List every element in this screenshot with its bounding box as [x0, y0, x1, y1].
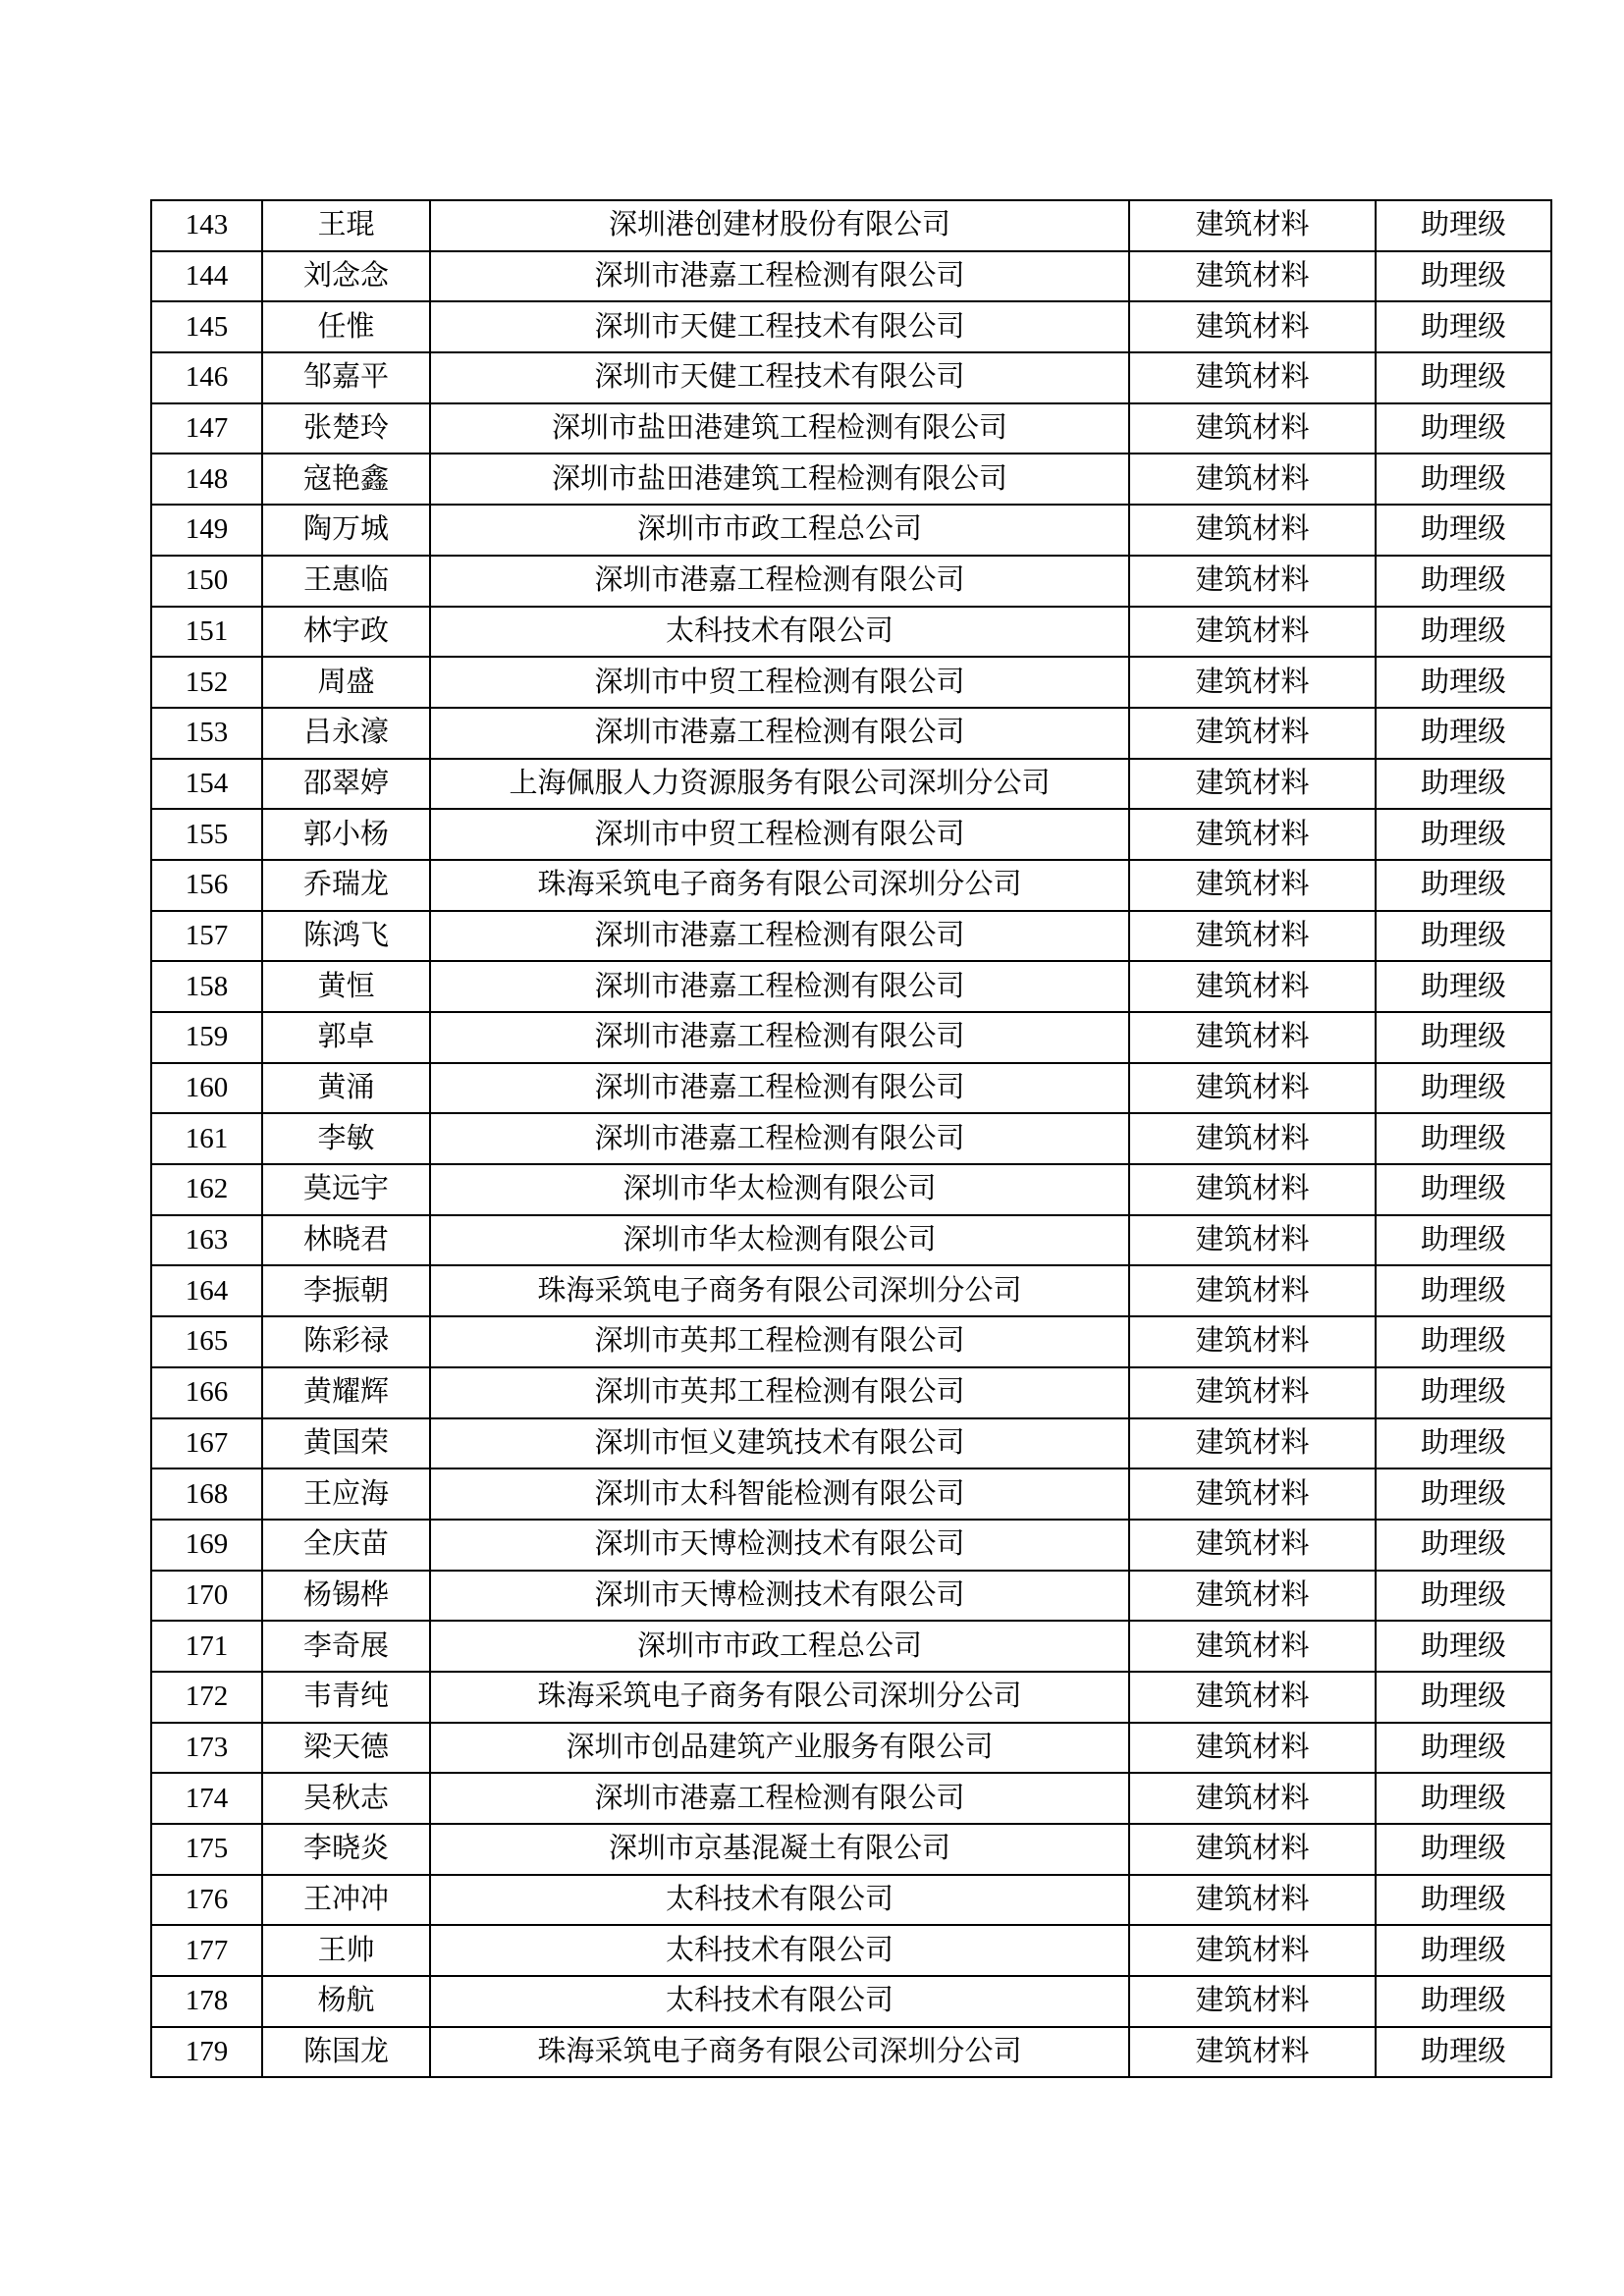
company-name-cell: 深圳市天博检测技术有限公司: [430, 1571, 1129, 1622]
qualification-level-cell: 助理级: [1376, 607, 1551, 658]
row-number-cell: 143: [151, 200, 262, 251]
table-row: [151, 352, 1551, 403]
company-name-cell: 太科技术有限公司: [430, 607, 1129, 658]
person-name-cell: 莫远宇: [262, 1164, 430, 1215]
table-row: [151, 505, 1551, 556]
company-name-cell: 太科技术有限公司: [430, 1976, 1129, 2027]
company-name-cell: 深圳市港嘉工程检测有限公司: [430, 961, 1129, 1012]
table-row: [151, 556, 1551, 607]
person-name-cell: 李奇展: [262, 1621, 430, 1672]
person-name-cell: 乔瑞龙: [262, 860, 430, 911]
table-row: [151, 911, 1551, 962]
specialty-field-cell: 建筑材料: [1129, 1063, 1376, 1114]
company-name-cell: 深圳市天健工程技术有限公司: [430, 301, 1129, 352]
qualification-level-cell: 助理级: [1376, 1316, 1551, 1367]
row-number-cell: 178: [151, 1976, 262, 2027]
qualification-level-cell: 助理级: [1376, 1723, 1551, 1774]
company-name-cell: 深圳市太科智能检测有限公司: [430, 1468, 1129, 1520]
specialty-field-cell: 建筑材料: [1129, 556, 1376, 607]
row-number-cell: 149: [151, 505, 262, 556]
row-number-cell: 154: [151, 759, 262, 810]
personnel-table: [150, 199, 1552, 2078]
company-name-cell: 深圳市天健工程技术有限公司: [430, 352, 1129, 403]
qualification-level-cell: 助理级: [1376, 759, 1551, 810]
specialty-field-cell: 建筑材料: [1129, 200, 1376, 251]
row-number-cell: 171: [151, 1621, 262, 1672]
row-number-cell: 147: [151, 403, 262, 454]
specialty-field-cell: 建筑材料: [1129, 1875, 1376, 1926]
person-name-cell: 李晓炎: [262, 1824, 430, 1875]
table-row: [151, 1621, 1551, 1672]
table-row: [151, 1265, 1551, 1316]
table-row: [151, 251, 1551, 302]
person-name-cell: 邹嘉平: [262, 352, 430, 403]
person-name-cell: 李振朝: [262, 1265, 430, 1316]
person-name-cell: 吴秋志: [262, 1773, 430, 1824]
person-name-cell: 王冲冲: [262, 1875, 430, 1926]
row-number-cell: 173: [151, 1723, 262, 1774]
qualification-level-cell: 助理级: [1376, 1265, 1551, 1316]
table-row: [151, 1875, 1551, 1926]
company-name-cell: 珠海采筑电子商务有限公司深圳分公司: [430, 2027, 1129, 2078]
specialty-field-cell: 建筑材料: [1129, 1621, 1376, 1672]
specialty-field-cell: 建筑材料: [1129, 1215, 1376, 1266]
qualification-level-cell: 助理级: [1376, 1113, 1551, 1164]
row-number-cell: 160: [151, 1063, 262, 1114]
specialty-field-cell: 建筑材料: [1129, 1925, 1376, 1976]
table-row: [151, 657, 1551, 708]
person-name-cell: 陶万城: [262, 505, 430, 556]
row-number-cell: 159: [151, 1012, 262, 1063]
person-name-cell: 王应海: [262, 1468, 430, 1520]
company-name-cell: 深圳市港嘉工程检测有限公司: [430, 911, 1129, 962]
company-name-cell: 深圳市港嘉工程检测有限公司: [430, 556, 1129, 607]
row-number-cell: 177: [151, 1925, 262, 1976]
specialty-field-cell: 建筑材料: [1129, 1367, 1376, 1418]
table-row: [151, 301, 1551, 352]
table-row: [151, 1672, 1551, 1723]
company-name-cell: 深圳市市政工程总公司: [430, 1621, 1129, 1672]
row-number-cell: 145: [151, 301, 262, 352]
qualification-level-cell: 助理级: [1376, 1164, 1551, 1215]
row-number-cell: 150: [151, 556, 262, 607]
company-name-cell: 深圳市华太检测有限公司: [430, 1215, 1129, 1266]
row-number-cell: 146: [151, 352, 262, 403]
person-name-cell: 林宇政: [262, 607, 430, 658]
qualification-level-cell: 助理级: [1376, 1063, 1551, 1114]
row-number-cell: 170: [151, 1571, 262, 1622]
person-name-cell: 周盛: [262, 657, 430, 708]
row-number-cell: 164: [151, 1265, 262, 1316]
qualification-level-cell: 助理级: [1376, 1875, 1551, 1926]
qualification-level-cell: 助理级: [1376, 505, 1551, 556]
company-name-cell: 深圳市盐田港建筑工程检测有限公司: [430, 454, 1129, 505]
company-name-cell: 深圳市京基混凝土有限公司: [430, 1824, 1129, 1875]
table-row: [151, 1367, 1551, 1418]
company-name-cell: 上海佩服人力资源服务有限公司深圳分公司: [430, 759, 1129, 810]
qualification-level-cell: 助理级: [1376, 251, 1551, 302]
specialty-field-cell: 建筑材料: [1129, 759, 1376, 810]
company-name-cell: 深圳市天博检测技术有限公司: [430, 1520, 1129, 1571]
qualification-level-cell: 助理级: [1376, 403, 1551, 454]
qualification-level-cell: 助理级: [1376, 1520, 1551, 1571]
table-row: [151, 961, 1551, 1012]
row-number-cell: 167: [151, 1418, 262, 1469]
person-name-cell: 黄耀辉: [262, 1367, 430, 1418]
qualification-level-cell: 助理级: [1376, 1418, 1551, 1469]
row-number-cell: 144: [151, 251, 262, 302]
specialty-field-cell: 建筑材料: [1129, 1571, 1376, 1622]
table-row: [151, 2027, 1551, 2078]
person-name-cell: 郭卓: [262, 1012, 430, 1063]
qualification-level-cell: 助理级: [1376, 1925, 1551, 1976]
company-name-cell: 深圳市港嘉工程检测有限公司: [430, 1773, 1129, 1824]
company-name-cell: 深圳市恒义建筑技术有限公司: [430, 1418, 1129, 1469]
qualification-level-cell: 助理级: [1376, 1773, 1551, 1824]
specialty-field-cell: 建筑材料: [1129, 1672, 1376, 1723]
table-row: [151, 454, 1551, 505]
row-number-cell: 162: [151, 1164, 262, 1215]
table-row: [151, 860, 1551, 911]
row-number-cell: 165: [151, 1316, 262, 1367]
qualification-level-cell: 助理级: [1376, 301, 1551, 352]
person-name-cell: 王帅: [262, 1925, 430, 1976]
specialty-field-cell: 建筑材料: [1129, 1723, 1376, 1774]
person-name-cell: 黄国荣: [262, 1418, 430, 1469]
company-name-cell: 深圳市港嘉工程检测有限公司: [430, 251, 1129, 302]
table-row: [151, 1113, 1551, 1164]
specialty-field-cell: 建筑材料: [1129, 1468, 1376, 1520]
row-number-cell: 166: [151, 1367, 262, 1418]
company-name-cell: 深圳市中贸工程检测有限公司: [430, 657, 1129, 708]
qualification-level-cell: 助理级: [1376, 860, 1551, 911]
table-row: [151, 607, 1551, 658]
row-number-cell: 172: [151, 1672, 262, 1723]
person-name-cell: 梁天德: [262, 1723, 430, 1774]
company-name-cell: 深圳市港嘉工程检测有限公司: [430, 1113, 1129, 1164]
person-name-cell: 陈彩禄: [262, 1316, 430, 1367]
company-name-cell: 太科技术有限公司: [430, 1875, 1129, 1926]
person-name-cell: 黄涌: [262, 1063, 430, 1114]
person-name-cell: 林晓君: [262, 1215, 430, 1266]
specialty-field-cell: 建筑材料: [1129, 1418, 1376, 1469]
qualification-level-cell: 助理级: [1376, 1215, 1551, 1266]
specialty-field-cell: 建筑材料: [1129, 1773, 1376, 1824]
table-row: [151, 1418, 1551, 1469]
table-row: [151, 759, 1551, 810]
company-name-cell: 深圳市港嘉工程检测有限公司: [430, 708, 1129, 759]
specialty-field-cell: 建筑材料: [1129, 607, 1376, 658]
qualification-level-cell: 助理级: [1376, 911, 1551, 962]
table-body: [151, 200, 1551, 2077]
table-row: [151, 1571, 1551, 1622]
row-number-cell: 153: [151, 708, 262, 759]
qualification-level-cell: 助理级: [1376, 1571, 1551, 1622]
person-name-cell: 李敏: [262, 1113, 430, 1164]
qualification-level-cell: 助理级: [1376, 352, 1551, 403]
row-number-cell: 157: [151, 911, 262, 962]
qualification-level-cell: 助理级: [1376, 1012, 1551, 1063]
company-name-cell: 深圳市港嘉工程检测有限公司: [430, 1063, 1129, 1114]
specialty-field-cell: 建筑材料: [1129, 809, 1376, 860]
qualification-level-cell: 助理级: [1376, 200, 1551, 251]
specialty-field-cell: 建筑材料: [1129, 301, 1376, 352]
person-name-cell: 郭小杨: [262, 809, 430, 860]
qualification-level-cell: 助理级: [1376, 1367, 1551, 1418]
specialty-field-cell: 建筑材料: [1129, 1824, 1376, 1875]
table-row: [151, 1824, 1551, 1875]
specialty-field-cell: 建筑材料: [1129, 708, 1376, 759]
person-name-cell: 王琨: [262, 200, 430, 251]
company-name-cell: 深圳市英邦工程检测有限公司: [430, 1367, 1129, 1418]
person-name-cell: 全庆苗: [262, 1520, 430, 1571]
table-row: [151, 809, 1551, 860]
person-name-cell: 韦青纯: [262, 1672, 430, 1723]
specialty-field-cell: 建筑材料: [1129, 1012, 1376, 1063]
table-row: [151, 1164, 1551, 1215]
qualification-level-cell: 助理级: [1376, 1824, 1551, 1875]
table-row: [151, 1468, 1551, 1520]
company-name-cell: 珠海采筑电子商务有限公司深圳分公司: [430, 860, 1129, 911]
company-name-cell: 深圳市英邦工程检测有限公司: [430, 1316, 1129, 1367]
person-name-cell: 黄恒: [262, 961, 430, 1012]
person-name-cell: 寇艳鑫: [262, 454, 430, 505]
row-number-cell: 179: [151, 2027, 262, 2078]
company-name-cell: 深圳市创品建筑产业服务有限公司: [430, 1723, 1129, 1774]
table-row: [151, 1723, 1551, 1774]
specialty-field-cell: 建筑材料: [1129, 657, 1376, 708]
specialty-field-cell: 建筑材料: [1129, 251, 1376, 302]
row-number-cell: 163: [151, 1215, 262, 1266]
specialty-field-cell: 建筑材料: [1129, 352, 1376, 403]
company-name-cell: 深圳市华太检测有限公司: [430, 1164, 1129, 1215]
row-number-cell: 158: [151, 961, 262, 1012]
table-row: [151, 1063, 1551, 1114]
table-row: [151, 1925, 1551, 1976]
table-row: [151, 403, 1551, 454]
specialty-field-cell: 建筑材料: [1129, 1265, 1376, 1316]
qualification-level-cell: 助理级: [1376, 2027, 1551, 2078]
qualification-level-cell: 助理级: [1376, 454, 1551, 505]
row-number-cell: 174: [151, 1773, 262, 1824]
qualification-level-cell: 助理级: [1376, 657, 1551, 708]
table-row: [151, 1012, 1551, 1063]
table-row: [151, 200, 1551, 251]
specialty-field-cell: 建筑材料: [1129, 961, 1376, 1012]
row-number-cell: 148: [151, 454, 262, 505]
specialty-field-cell: 建筑材料: [1129, 860, 1376, 911]
specialty-field-cell: 建筑材料: [1129, 1976, 1376, 2027]
company-name-cell: 深圳市中贸工程检测有限公司: [430, 809, 1129, 860]
person-name-cell: 杨航: [262, 1976, 430, 2027]
qualification-level-cell: 助理级: [1376, 809, 1551, 860]
specialty-field-cell: 建筑材料: [1129, 1520, 1376, 1571]
person-name-cell: 邵翠婷: [262, 759, 430, 810]
qualification-level-cell: 助理级: [1376, 708, 1551, 759]
company-name-cell: 深圳市盐田港建筑工程检测有限公司: [430, 403, 1129, 454]
table-row: [151, 1773, 1551, 1824]
row-number-cell: 161: [151, 1113, 262, 1164]
company-name-cell: 珠海采筑电子商务有限公司深圳分公司: [430, 1672, 1129, 1723]
company-name-cell: 太科技术有限公司: [430, 1925, 1129, 1976]
row-number-cell: 155: [151, 809, 262, 860]
row-number-cell: 175: [151, 1824, 262, 1875]
row-number-cell: 151: [151, 607, 262, 658]
person-name-cell: 刘念念: [262, 251, 430, 302]
qualification-level-cell: 助理级: [1376, 1621, 1551, 1672]
company-name-cell: 深圳港创建材股份有限公司: [430, 200, 1129, 251]
table-row: [151, 1316, 1551, 1367]
table-row: [151, 1976, 1551, 2027]
specialty-field-cell: 建筑材料: [1129, 454, 1376, 505]
company-name-cell: 珠海采筑电子商务有限公司深圳分公司: [430, 1265, 1129, 1316]
qualification-level-cell: 助理级: [1376, 556, 1551, 607]
qualification-level-cell: 助理级: [1376, 1672, 1551, 1723]
specialty-field-cell: 建筑材料: [1129, 403, 1376, 454]
specialty-field-cell: 建筑材料: [1129, 2027, 1376, 2078]
company-name-cell: 深圳市市政工程总公司: [430, 505, 1129, 556]
table-row: [151, 1520, 1551, 1571]
person-name-cell: 陈国龙: [262, 2027, 430, 2078]
specialty-field-cell: 建筑材料: [1129, 505, 1376, 556]
specialty-field-cell: 建筑材料: [1129, 1164, 1376, 1215]
specialty-field-cell: 建筑材料: [1129, 1316, 1376, 1367]
person-name-cell: 王惠临: [262, 556, 430, 607]
row-number-cell: 152: [151, 657, 262, 708]
row-number-cell: 168: [151, 1468, 262, 1520]
company-name-cell: 深圳市港嘉工程检测有限公司: [430, 1012, 1129, 1063]
person-name-cell: 张楚玲: [262, 403, 430, 454]
person-name-cell: 杨锡桦: [262, 1571, 430, 1622]
person-name-cell: 吕永濠: [262, 708, 430, 759]
specialty-field-cell: 建筑材料: [1129, 911, 1376, 962]
person-name-cell: 陈鸿飞: [262, 911, 430, 962]
person-name-cell: 任惟: [262, 301, 430, 352]
row-number-cell: 156: [151, 860, 262, 911]
qualification-level-cell: 助理级: [1376, 1976, 1551, 2027]
qualification-level-cell: 助理级: [1376, 961, 1551, 1012]
table-row: [151, 1215, 1551, 1266]
table-row: [151, 708, 1551, 759]
row-number-cell: 169: [151, 1520, 262, 1571]
row-number-cell: 176: [151, 1875, 262, 1926]
qualification-level-cell: 助理级: [1376, 1468, 1551, 1520]
specialty-field-cell: 建筑材料: [1129, 1113, 1376, 1164]
